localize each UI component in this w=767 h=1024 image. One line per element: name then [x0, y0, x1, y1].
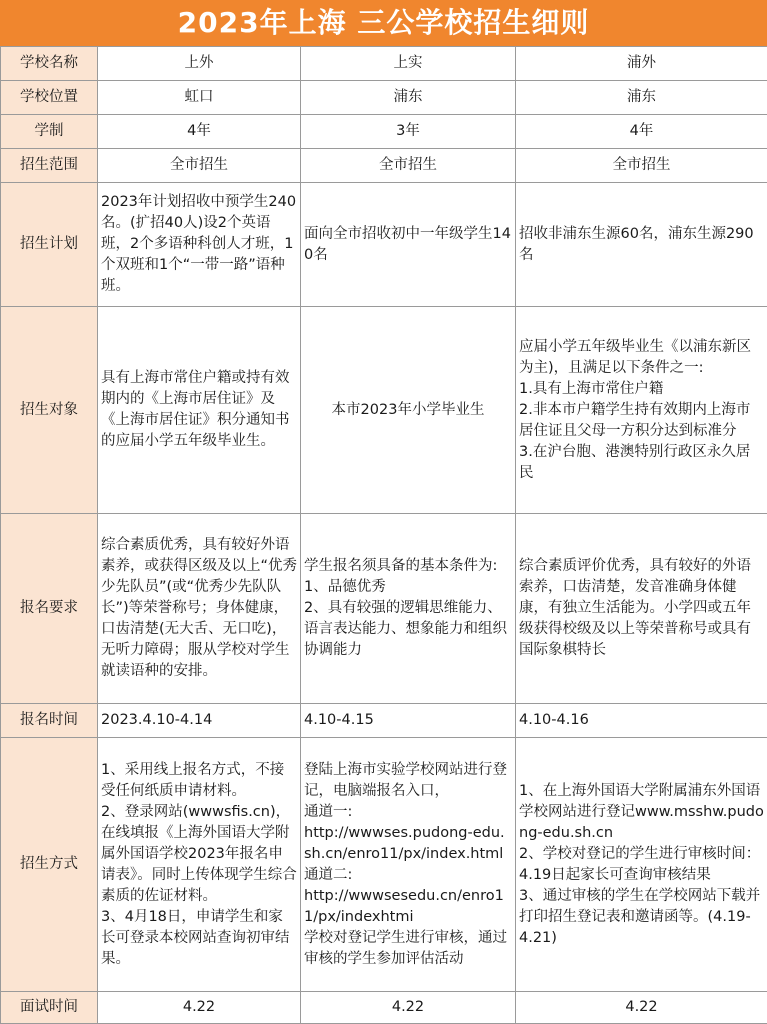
row-label: 招生方式 — [1, 738, 98, 992]
cell-shangshi — [301, 738, 516, 992]
cell-puwai: 4.10-4.16 — [516, 704, 767, 738]
text-line: 1.具有上海市常住户籍 — [519, 380, 664, 397]
cell-shangwai: 2023.4.10-4.14 — [98, 704, 301, 738]
cell-shangshi: 本市2023年小学毕业生 — [301, 307, 516, 514]
cell-shangwai: 全市招生 — [98, 149, 301, 183]
cell-shangwai: 综合素质优秀，具有较好外语素养，或获得区级及以上“优秀少先队员”(或“优秀少先队队长”)等荣誉称号；身体健康，口齿清楚(无大舌、无口吃)，无听力障碍；服从学校对学生就读语种的安排。 — [98, 514, 301, 704]
cell-shangwai: 2023年计划招收中预学生240名。(扩招40人)设2个英语班，2个多语种科创人才班，1个双班和1个“一带一路”语种班。 — [98, 183, 301, 307]
cell-shangwai: 4.22 — [98, 992, 301, 1024]
row-label: 招生对象 — [1, 307, 98, 514]
row-label: 学校位置 — [1, 81, 98, 115]
row-duration — [1, 115, 767, 149]
cell-shangshi: 面向全市招收初中一年级学生140名 — [301, 183, 516, 307]
text-line: 2、学校对登记的学生进行审核时间：4.19日起家长可查询审核结果 — [519, 845, 761, 883]
cell-puwai — [516, 738, 767, 992]
cell-shangshi: 3年 — [301, 115, 516, 149]
cell-puwai: 4.22 — [516, 992, 767, 1024]
row-label: 学制 — [1, 115, 98, 149]
page-title: 2023年上海 三公学校招生细则 — [0, 0, 767, 46]
row-requirements — [1, 514, 767, 704]
row-label: 面试时间 — [1, 992, 98, 1024]
cell-puwai — [516, 307, 767, 514]
text-line: 2、具有较强的逻辑思维能力、语言表达能力、想象能力和组织协调能力 — [304, 600, 507, 658]
text-line: 应届小学五年级毕业生《以浦东新区为主)，且满足以下条件之一: — [519, 338, 751, 376]
text-line: 通道二: — [304, 866, 353, 883]
text-line: 3、通过审核的学生在学校网站下载并打印招生登记表和邀请函等。(4.19-4.21) — [519, 887, 761, 946]
cell-shangshi: 4.10-4.15 — [301, 704, 516, 738]
cell-shangwai: 虹口 — [98, 81, 301, 115]
row-label: 招生计划 — [1, 183, 98, 307]
row-method — [1, 738, 767, 992]
cell-puwai: 全市招生 — [516, 149, 767, 183]
row-location — [1, 81, 767, 115]
cell-shangshi — [301, 514, 516, 704]
row-label: 报名时间 — [1, 704, 98, 738]
admissions-table — [0, 46, 767, 1024]
text-line: 1、采用线上报名方式，不接受任何纸质申请材料。 — [101, 761, 285, 799]
row-label: 学校名称 — [1, 47, 98, 81]
cell-shangshi: 4.22 — [301, 992, 516, 1024]
cell-shangwai: 4年 — [98, 115, 301, 149]
cell-puwai: 4年 — [516, 115, 767, 149]
row-target — [1, 307, 767, 514]
row-school-name — [1, 47, 767, 81]
text-line: 2.非本市户籍学生持有效期内上海市居住证且父母一方积分达到标准分 — [519, 401, 751, 439]
cell-shangshi: 全市招生 — [301, 149, 516, 183]
row-reg-time — [1, 704, 767, 738]
row-label: 招生范围 — [1, 149, 98, 183]
cell-puwai: 浦外 — [516, 47, 767, 81]
cell-puwai: 综合素质评价优秀，具有较好的外语索养，口齿清楚，发音准确身体健康，有独立生活能为。小学四或五年级获得校级及以上等荣普称号或具有国际象棋特长 — [516, 514, 767, 704]
cell-shangwai: 上外 — [98, 47, 301, 81]
row-label: 报名要求 — [1, 514, 98, 704]
text-line: 登陆上海市实验学校网站进行登记，电脑端报名入口， — [304, 761, 507, 799]
cell-shangwai — [98, 738, 301, 992]
row-scope — [1, 149, 767, 183]
text-line: 学生报名须具备的基本条件为: — [304, 558, 498, 574]
text-line: 3、4月18日，申请学生和家长可登录本校网站查询初审结果。 — [101, 908, 290, 967]
cell-shangwai: 具有上海市常住户籍或持有效期内的《上海市居住证》及《上海市居住证》积分通知书的应届小学五年级毕业生。 — [98, 307, 301, 514]
text-line: 1、在上海外国语大学附属浦东外国语学校网站进行登记www.msshw.pudong-edu.sh.cn — [519, 782, 764, 841]
cell-puwai: 浦东 — [516, 81, 767, 115]
cell-puwai: 招收非浦东生源60名，浦东生源290名 — [516, 183, 767, 307]
row-interview — [1, 992, 767, 1024]
cell-shangshi: 浦东 — [301, 81, 516, 115]
url-text: http://wwwses.pudong-edu.sh.cn/enro11/px/index.html — [304, 824, 505, 862]
row-plan — [1, 183, 767, 307]
text-line: 2、登录网站(wwwsfis.cn)，在线填报《上海外国语大学附属外国语学校2023年报名申请表》。同时上传体现学生综合素质的佐证材料。 — [101, 803, 297, 904]
text-line: 3.在沪台胞、港澳特别行政区永久居民 — [519, 443, 751, 481]
url-text: http://wwwsesedu.cn/enro11/px/indexhtmi — [304, 887, 504, 925]
text-line: 通道一: — [304, 803, 353, 820]
text-line: 学校对登记学生进行审核，通过审核的学生参加评估活动 — [304, 929, 507, 967]
text-line: 1、品德优秀 — [304, 579, 386, 595]
cell-shangshi: 上实 — [301, 47, 516, 81]
